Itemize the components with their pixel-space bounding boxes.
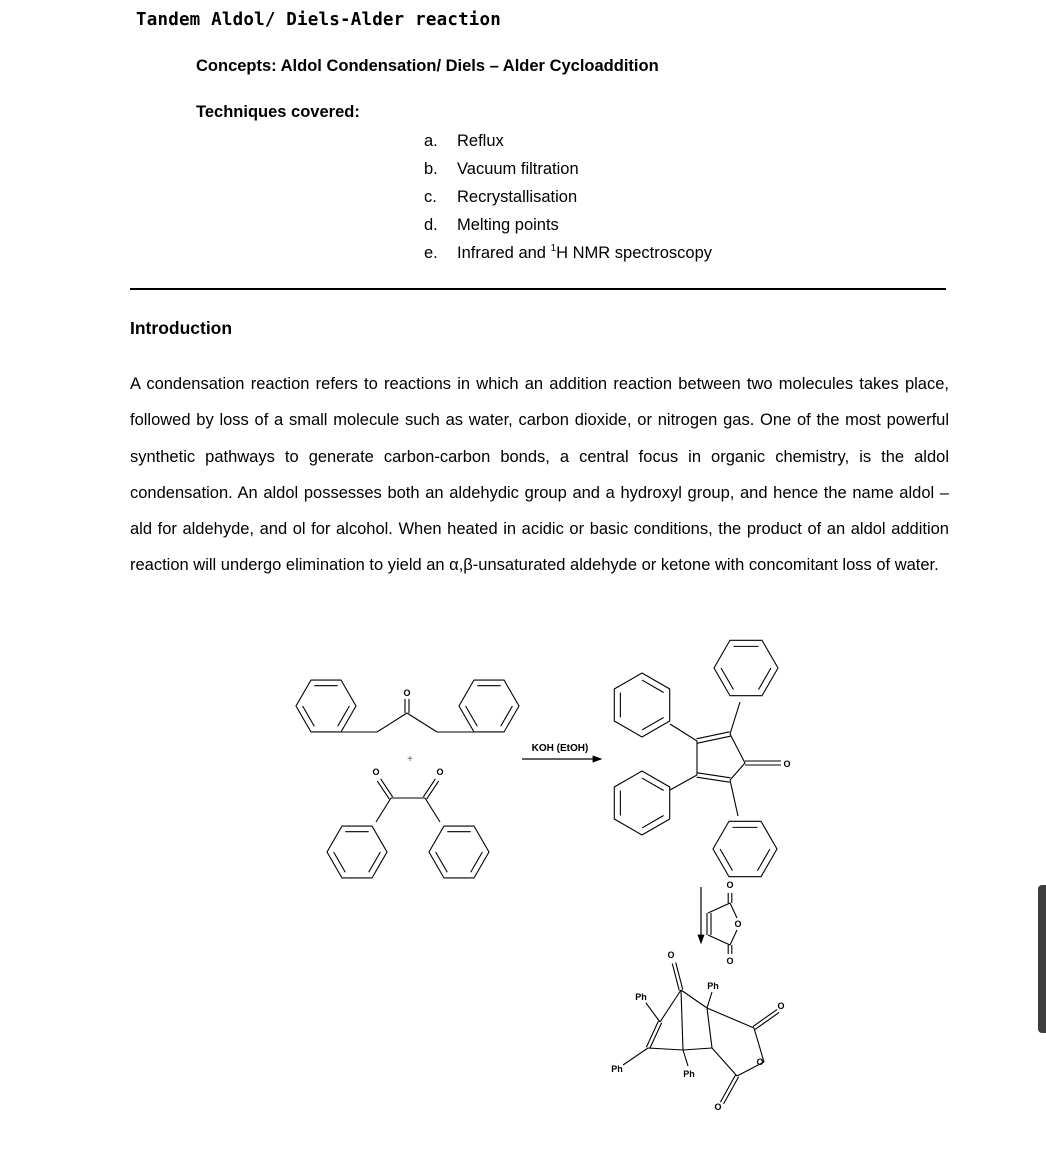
oxygen-label: O bbox=[726, 956, 734, 966]
oxygen-label: O bbox=[756, 1057, 764, 1067]
plus-sign: + bbox=[407, 754, 413, 765]
double-bond bbox=[676, 963, 683, 990]
double-bond bbox=[755, 1012, 779, 1029]
phenyl-label: Ph bbox=[611, 1064, 623, 1074]
bond bbox=[670, 724, 697, 741]
aromatic-bond bbox=[642, 815, 664, 827]
aromatic-bond bbox=[436, 852, 448, 872]
technique-item: e. Infrared and $^1$H NMR spectroscopy bbox=[424, 243, 712, 262]
technique-item: c. Recrystallisation bbox=[424, 188, 578, 206]
bond bbox=[730, 930, 737, 945]
bond bbox=[407, 713, 437, 732]
double-bond bbox=[724, 1077, 739, 1104]
techniques-heading: Techniques covered: bbox=[196, 103, 360, 121]
oxygen-label: O bbox=[714, 1102, 722, 1112]
aromatic-bond bbox=[642, 778, 664, 790]
aromatic-bond bbox=[466, 706, 478, 726]
aromatic-bond bbox=[303, 706, 315, 726]
scrollbar-thumb[interactable] bbox=[1038, 885, 1046, 1033]
document-title: Tandem Aldol/ Diels-Alder reaction bbox=[136, 10, 502, 30]
bond bbox=[712, 1048, 737, 1076]
double-bond bbox=[672, 963, 679, 990]
aromatic-bond bbox=[720, 849, 732, 871]
aromatic-bond bbox=[369, 852, 381, 872]
double-bond bbox=[697, 773, 730, 778]
double-bond bbox=[753, 1010, 777, 1027]
aromatic-bond bbox=[501, 706, 513, 726]
aromatic-bond bbox=[642, 680, 664, 692]
bond bbox=[708, 935, 730, 945]
introduction-paragraph: A condensation reaction refers to reactions in which an addition reaction between two molecules takes place, followed by loss of a small molecule such as water, carbon dioxide, or nitrogen gas. One of the most powerful synthetic pathways to generate carbon-carbon bonds, a central focus in organic chemistry, is the aldol condensation. An aldol possesses both an aldehydic group and a hydroxyl group, and hence the name aldol – ald for aldehyde, and ol for alcohol. When heated in acidic or basic conditions, the product of an aldol addition reaction will undergo elimination to yield an α,β-unsaturated aldehyde or ketone with concomitant loss of water. bbox=[130, 375, 949, 575]
oxygen-label: O bbox=[726, 880, 734, 890]
phenyl-label: Ph bbox=[707, 981, 719, 991]
introduction-heading: Introduction bbox=[130, 318, 233, 338]
benzene-ring bbox=[429, 826, 489, 878]
aromatic-bond bbox=[334, 852, 346, 872]
oxygen-label: O bbox=[783, 759, 791, 769]
reagent-label: KOH (EtOH) bbox=[531, 743, 589, 754]
aromatic-bond bbox=[721, 668, 733, 690]
bond bbox=[730, 780, 738, 816]
aromatic-bond bbox=[642, 717, 664, 729]
oxygen-label: O bbox=[403, 688, 411, 698]
bond bbox=[707, 1008, 754, 1028]
oxygen-label: O bbox=[734, 919, 742, 929]
aromatic-bond bbox=[757, 849, 769, 871]
bond bbox=[730, 763, 745, 780]
bond bbox=[730, 903, 737, 918]
benzene-ring bbox=[614, 673, 669, 737]
technique-item: a. Reflux bbox=[424, 132, 504, 150]
benzene-ring bbox=[713, 821, 777, 876]
bond bbox=[623, 1048, 648, 1065]
aromatic-bond bbox=[471, 852, 483, 872]
bond bbox=[425, 798, 440, 822]
bond bbox=[707, 1008, 712, 1048]
bond bbox=[670, 775, 697, 790]
double-bond bbox=[697, 777, 730, 782]
technique-item: d. Melting points bbox=[424, 216, 559, 234]
benzene-ring bbox=[614, 771, 669, 835]
benzene-ring bbox=[459, 680, 519, 732]
bond bbox=[377, 713, 407, 732]
benzene-ring bbox=[714, 640, 778, 695]
technique-item: b. Vacuum filtration bbox=[424, 160, 579, 178]
aromatic-bond bbox=[758, 668, 770, 690]
oxygen-label: O bbox=[436, 767, 444, 777]
oxygen-label: O bbox=[667, 950, 675, 960]
bond bbox=[730, 702, 740, 734]
bond bbox=[683, 1048, 712, 1050]
bond bbox=[681, 990, 707, 1008]
bond bbox=[646, 1003, 660, 1022]
bond bbox=[683, 1050, 688, 1066]
bond bbox=[648, 1048, 683, 1050]
bond bbox=[730, 734, 745, 763]
phenyl-label: Ph bbox=[635, 992, 647, 1002]
bond bbox=[708, 903, 730, 913]
bond bbox=[660, 990, 681, 1022]
oxygen-label: O bbox=[372, 767, 380, 777]
bond bbox=[707, 992, 712, 1008]
bond bbox=[376, 798, 391, 822]
double-bond bbox=[720, 1075, 735, 1102]
bond bbox=[681, 990, 683, 1050]
molecule-bonds bbox=[296, 640, 781, 1104]
oxygen-label: O bbox=[777, 1001, 785, 1011]
benzene-ring bbox=[296, 680, 356, 732]
aromatic-bond bbox=[338, 706, 350, 726]
phenyl-label: Ph bbox=[683, 1069, 695, 1079]
benzene-ring bbox=[327, 826, 387, 878]
concepts-line: Concepts: Aldol Condensation/ Diels – Alder Cycloaddition bbox=[196, 57, 659, 75]
